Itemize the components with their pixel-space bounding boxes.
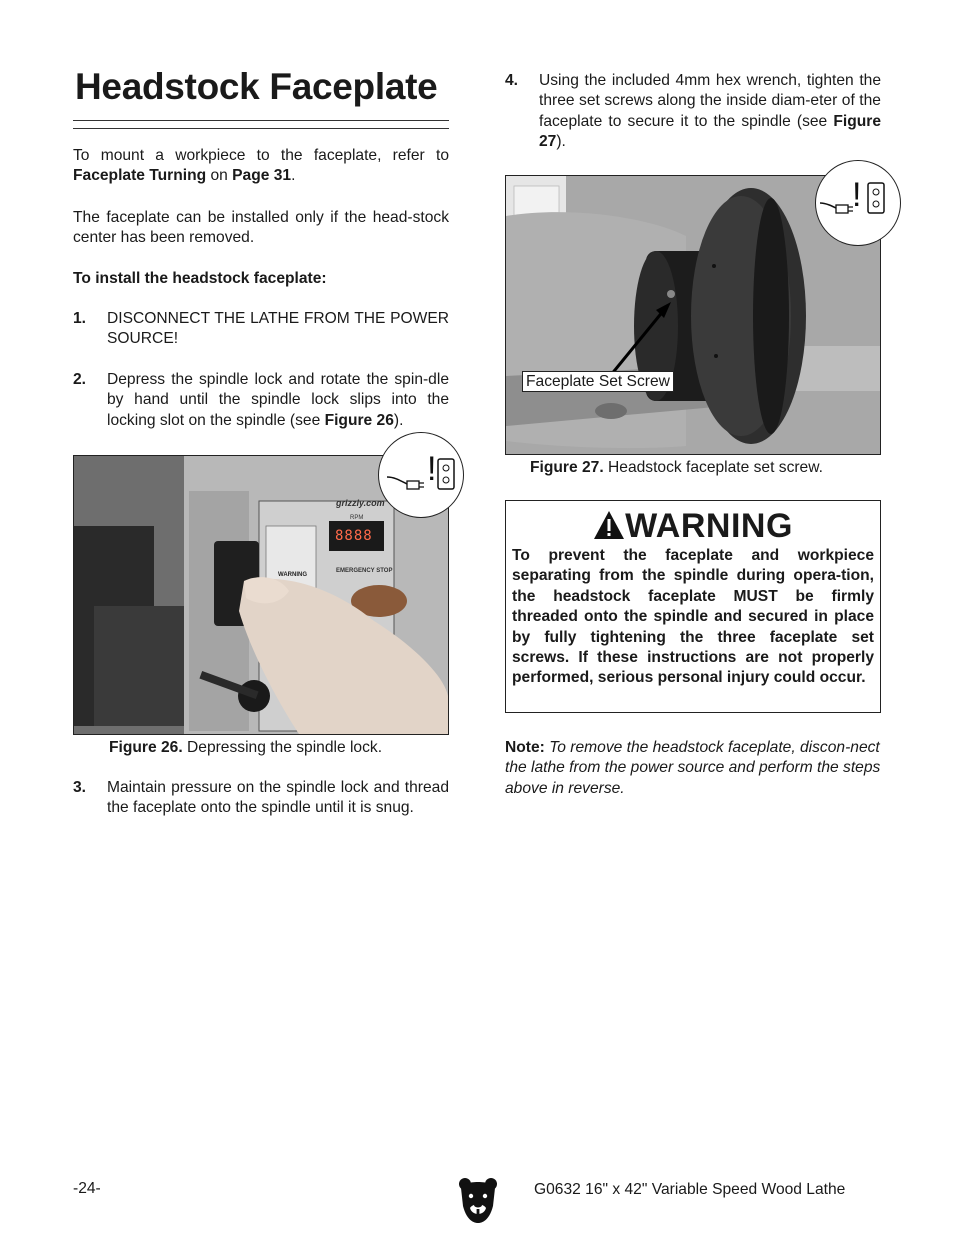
page-number: -24-: [73, 1180, 101, 1197]
svg-text:!: !: [427, 450, 437, 488]
figure-27-label: Figure 27.: [530, 459, 604, 476]
install-heading: To install the headstock faceplate:: [73, 270, 327, 287]
page-title: Headstock Faceplate: [75, 66, 438, 107]
bear-head-icon: [458, 1176, 498, 1224]
step-number: 4.: [505, 72, 519, 89]
photo-estop-label: EMERGENCY STOP: [336, 568, 393, 574]
plug-warning-icon: [816, 161, 900, 245]
step-4: [505, 71, 881, 155]
figure-26-ref: Figure 26: [324, 411, 394, 429]
photo-rpm-label: RPM: [350, 515, 364, 521]
intro-paragraph-2: The faceplate can be installed only if the head-stock center has been removed.: [73, 209, 449, 247]
title-rule-top: [73, 120, 449, 121]
photo-brand-label: grizzly.com: [336, 498, 385, 508]
disconnect-plug-icon-fig27: [815, 160, 901, 246]
step-text: Depress the spindle lock and rotate the spin-dle by hand until the spindle lock slips into the locking slot on the spindle (see Figure 26).: [107, 371, 449, 429]
warning-box: [505, 500, 881, 713]
photo-warning-label: WARNING: [278, 572, 307, 578]
warning-heading: WARNING: [506, 507, 880, 546]
note-paragraph: [505, 738, 881, 799]
step-text: DISCONNECT THE LATHE FROM THE POWER SOURCE!: [107, 310, 449, 348]
step-2: [73, 370, 449, 432]
intro-paragraph-1: To mount a workpiece to the faceplate, refer to Faceplate Turning on Page 31.: [73, 147, 449, 185]
faceplate-turning-ref: Faceplate Turning: [73, 167, 207, 185]
svg-text:!: !: [852, 176, 862, 214]
figure-26-caption: Figure 26. Depressing the spindle lock.: [109, 739, 383, 756]
step-text: Using the included 4mm hex wrench, tighten the three set screws along the inside diam-eter of the faceplate to secure it to the spindle (see Figure 27).: [539, 72, 881, 151]
step-text: Maintain pressure on the spindle lock and thread the faceplate onto the spindle until it is snug.: [107, 779, 449, 817]
title-rule-bottom: [73, 128, 449, 129]
warning-triangle-icon: [593, 510, 625, 540]
page-31-ref: Page 31: [232, 167, 292, 185]
step-1: [73, 309, 449, 351]
grizzly-bear-logo-icon: [458, 1176, 498, 1224]
disconnect-plug-icon-fig26: [378, 432, 464, 518]
figure-27-caption: Figure 27. Headstock faceplate set screw.: [530, 459, 823, 476]
step-number: 3.: [73, 779, 87, 796]
note-text: To remove the headstock faceplate, discon-nect the lathe from the power source and perform the steps above in reverse.: [505, 739, 881, 797]
plug-warning-icon: [379, 433, 463, 517]
step-number: 1.: [73, 310, 87, 327]
step-3: [73, 778, 449, 840]
figure-27-ref: Figure 27: [539, 112, 881, 151]
manual-title: G0632 16" x 42" Variable Speed Wood Lathe: [534, 1181, 846, 1198]
note-label: Note:: [505, 739, 545, 756]
faceplate-set-screw-callout: Faceplate Set Screw: [522, 371, 674, 392]
warning-text: To prevent the faceplate and workpiece separating from the spindle during opera-tion, the headstock faceplate MUST be firmly threaded onto the spindle and secured in place by fully tightening the three faceplate set screws. If these instructions are not properly performed, serious personal injury could occur.: [512, 547, 874, 687]
figure-26-label: Figure 26.: [109, 739, 183, 756]
step-number: 2.: [73, 371, 87, 388]
photo-rpm-display: 8888: [335, 528, 373, 544]
